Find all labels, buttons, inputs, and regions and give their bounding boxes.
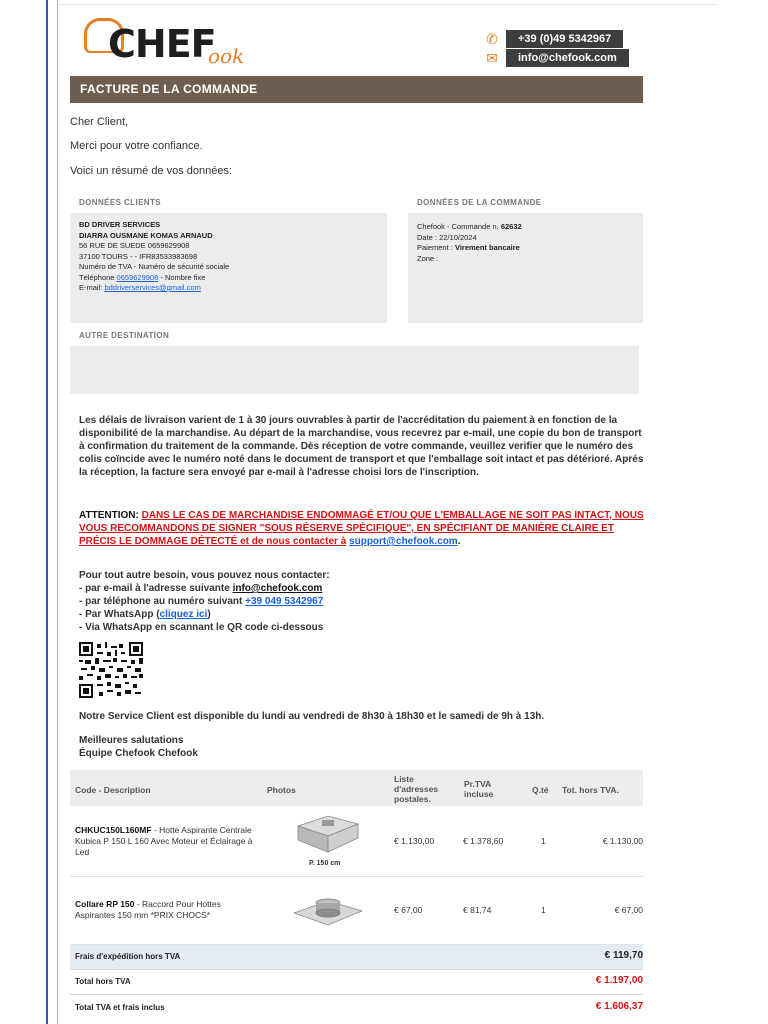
gross-total-label: Total TVA et frais inclus xyxy=(75,1003,165,1012)
contact-qr-line: - Via WhatsApp en scannant le QR code ci-dessous xyxy=(79,622,324,633)
item-price-vat: € 1.378,60 xyxy=(463,836,504,846)
client-name: DIARRA OUSMANE KOMAS ARNAUD xyxy=(79,230,213,240)
header-email-address[interactable]: info@chefook.com xyxy=(506,49,629,67)
signoff xyxy=(79,734,649,760)
contact-block xyxy=(79,569,649,634)
item-price-vat: € 81,74 xyxy=(463,905,492,915)
signoff-team: Équipe Chefook Chefook xyxy=(79,748,198,759)
attention-label: ATTENTION: xyxy=(79,510,139,521)
contact-intro: Pour tout autre besoin, vous pouvez nous contacter: xyxy=(79,570,330,581)
client-email-link[interactable]: bddriverservices@gmail.com xyxy=(104,283,201,292)
image-caption: P. 150 cm xyxy=(309,860,341,867)
client-company: BD DRIVER SERVICES xyxy=(79,220,161,229)
contact-email-line: - par e-mail à l'adresse suivante info@chefook.com xyxy=(79,583,323,594)
top-divider xyxy=(58,4,716,5)
order-number-line: Chefook - Commande n. 62632 xyxy=(417,222,522,231)
whatsapp-link[interactable]: cliquez ici xyxy=(159,609,208,620)
greeting-salutation: Cher Client, xyxy=(70,116,129,128)
item-total: € 67,00 xyxy=(614,905,643,915)
shipping-row xyxy=(70,945,643,970)
client-tax-line: Numéro de TVA - Numéro de sécurité sociale xyxy=(79,262,230,271)
signoff-greeting: Meilleures salutations xyxy=(79,735,184,746)
table-row xyxy=(70,877,643,945)
item-code: CHKUC150L160MF xyxy=(75,825,152,835)
item-description: CHKUC150L160MF - Hotte Aspirante Centrale Kubica P 150 L 160 Avec Moteur et Éclairage à Led xyxy=(75,825,253,857)
order-payment-line: Paiement : Virement bancaire xyxy=(417,243,520,252)
client-data-box xyxy=(70,213,387,323)
th-price-vat: Pr.TVA incluse xyxy=(464,779,494,799)
item-code: Collare RP 150 xyxy=(75,899,135,909)
shipping-value: € 119,70 xyxy=(604,950,643,961)
client-email-line: E-mail: bddriverservices@gmail.com xyxy=(79,283,201,292)
contact-phone-link[interactable]: +39 049 5342967 xyxy=(245,596,324,607)
client-city: 37100 TOURS - - IFR83533983698 xyxy=(79,251,198,261)
phone-icon: ✆ xyxy=(486,31,498,47)
attention-notice: ATTENTION: DANS LE CAS DE MARCHANDISE ENDOMMAGÉ ET/OU QUE L'EMBALLAGE NE SOIT PAS INTACT, NOUS VOUS RECOMMANDONS DE SIGNER "SOUS RÉSERVE SPÉCIFIQUE", EN SPÉCIFIANT DE MANIÈRE CLAIRE ET PRÉCIS LE DOMMAGE DÉTECTÉ et de nous contacter à support@chefook.com. xyxy=(79,510,644,547)
item-qty: 1 xyxy=(541,836,546,846)
item-qty: 1 xyxy=(541,905,546,915)
gross-total-value: € 1.606,37 xyxy=(595,1001,643,1012)
greeting-summary: Voici un résumé de vos données: xyxy=(70,165,233,177)
table-row xyxy=(70,806,643,877)
net-total-value: € 1.197,00 xyxy=(595,975,643,986)
order-data-box xyxy=(408,213,643,323)
logo-text: CHEF xyxy=(108,22,216,66)
order-section-title: DONNÉES DE LA COMMANDE xyxy=(417,198,542,207)
other-destination-title: AUTRE DESTINATION xyxy=(79,331,170,340)
client-phone-link[interactable]: 0659629908 xyxy=(116,272,159,282)
invoice-title-banner: FACTURE DE LA COMMANDE xyxy=(70,76,643,103)
item-total: € 1.130,00 xyxy=(602,836,643,846)
service-hours: Notre Service Client est disponible du lundi au vendredi de 8h30 à 18h30 et le samedi de 9h à 13h. xyxy=(79,711,545,722)
left-margin-line xyxy=(46,0,48,1024)
contact-whatsapp-line: - Par WhatsApp (cliquez ici) xyxy=(79,609,211,620)
order-number: 62632 xyxy=(500,222,522,231)
order-date: Date : 22/10/2024 xyxy=(417,232,477,242)
attention-warning: DANS LE CAS DE MARCHANDISE ENDOMMAGÉ ET/OU QUE L'EMBALLAGE NE SOIT PAS INTACT, NOUS VOUS RECOMMANDONS DE SIGNER "SOUS RÉSERVE SPÉCIFIQUE", EN SPÉCIFIANT DE MANIÈRE CLAIRE ET PRÉCIS LE DOMMAGE DÉTECTÉ et de nous contacter à xyxy=(79,510,644,547)
th-qty: Q.té xyxy=(532,785,549,795)
shipping-label: Frais d'expédition hors TVA xyxy=(75,952,181,961)
support-email-link[interactable]: support@chefook.com xyxy=(349,536,458,547)
client-phone-line: Téléphone 0659629908 - Nombre fixe xyxy=(79,272,206,282)
other-destination-box xyxy=(70,346,639,394)
contact-phone-line: - par téléphone au numéro suivant +39 049 5342967 xyxy=(79,596,324,607)
whatsapp-qr-code[interactable] xyxy=(79,642,143,698)
chefook-logo[interactable] xyxy=(84,14,244,72)
th-photos: Photos xyxy=(267,785,296,795)
left-margin-line-light xyxy=(57,0,58,1024)
delivery-info-paragraph: Les délais de livraison varient de 1 à 30 jours ouvrables à partir de l'accréditation du paiement à en fonction de la disponibilité de la marchandise. Au départ de la marchandise, vous recevrez par e-mail, une copie du bon de transport à confirmation du traitement de la commande. Dès réception de votre commande, veuillez verifier que le numéro des colis coïncide avec le numéro noté dans le document de transport et que l'emballage soit intact et pas détérioré. Aprés la réception, la facture sera envoyé par e-mail à l'adresse choisi lors de l'inscription. xyxy=(79,415,644,478)
th-total: Tot. hors TVA. xyxy=(562,785,619,795)
order-payment-method: Virement bancaire xyxy=(454,243,520,252)
range-hood-image xyxy=(292,812,364,860)
th-code: Code - Description xyxy=(75,785,151,795)
net-total-label: Total hors TVA xyxy=(75,977,131,986)
item-list-price: € 67,00 xyxy=(394,905,423,915)
client-address: 56 RUE DE SUEDE 0659629908 xyxy=(79,241,190,250)
item-list-price: € 1.130,00 xyxy=(394,836,435,846)
table-header xyxy=(70,770,643,806)
header-phone-number[interactable]: +39 (0)49 5342967 xyxy=(506,30,623,48)
order-zone: Zone : xyxy=(417,253,439,263)
contact-email-link[interactable]: info@chefook.com xyxy=(232,583,323,594)
net-total-row xyxy=(70,970,643,995)
gross-total-row xyxy=(70,996,643,1020)
envelope-icon: ✉ xyxy=(486,50,498,66)
greeting-thanks: Merci pour votre confiance. xyxy=(70,140,203,152)
connector-ring-image xyxy=(292,889,364,929)
header-phone[interactable] xyxy=(484,30,623,48)
th-list-price: Liste d'adresses postales. xyxy=(394,774,439,804)
header-email[interactable] xyxy=(484,49,629,67)
logo-text-accent: ook xyxy=(208,44,245,68)
item-description: Collare RP 150 - Raccord Pour Hottes Aspirantes 150 mm *PRIX CHOCS* xyxy=(75,899,221,920)
client-section-title: DONNÉES CLIENTS xyxy=(79,198,162,207)
